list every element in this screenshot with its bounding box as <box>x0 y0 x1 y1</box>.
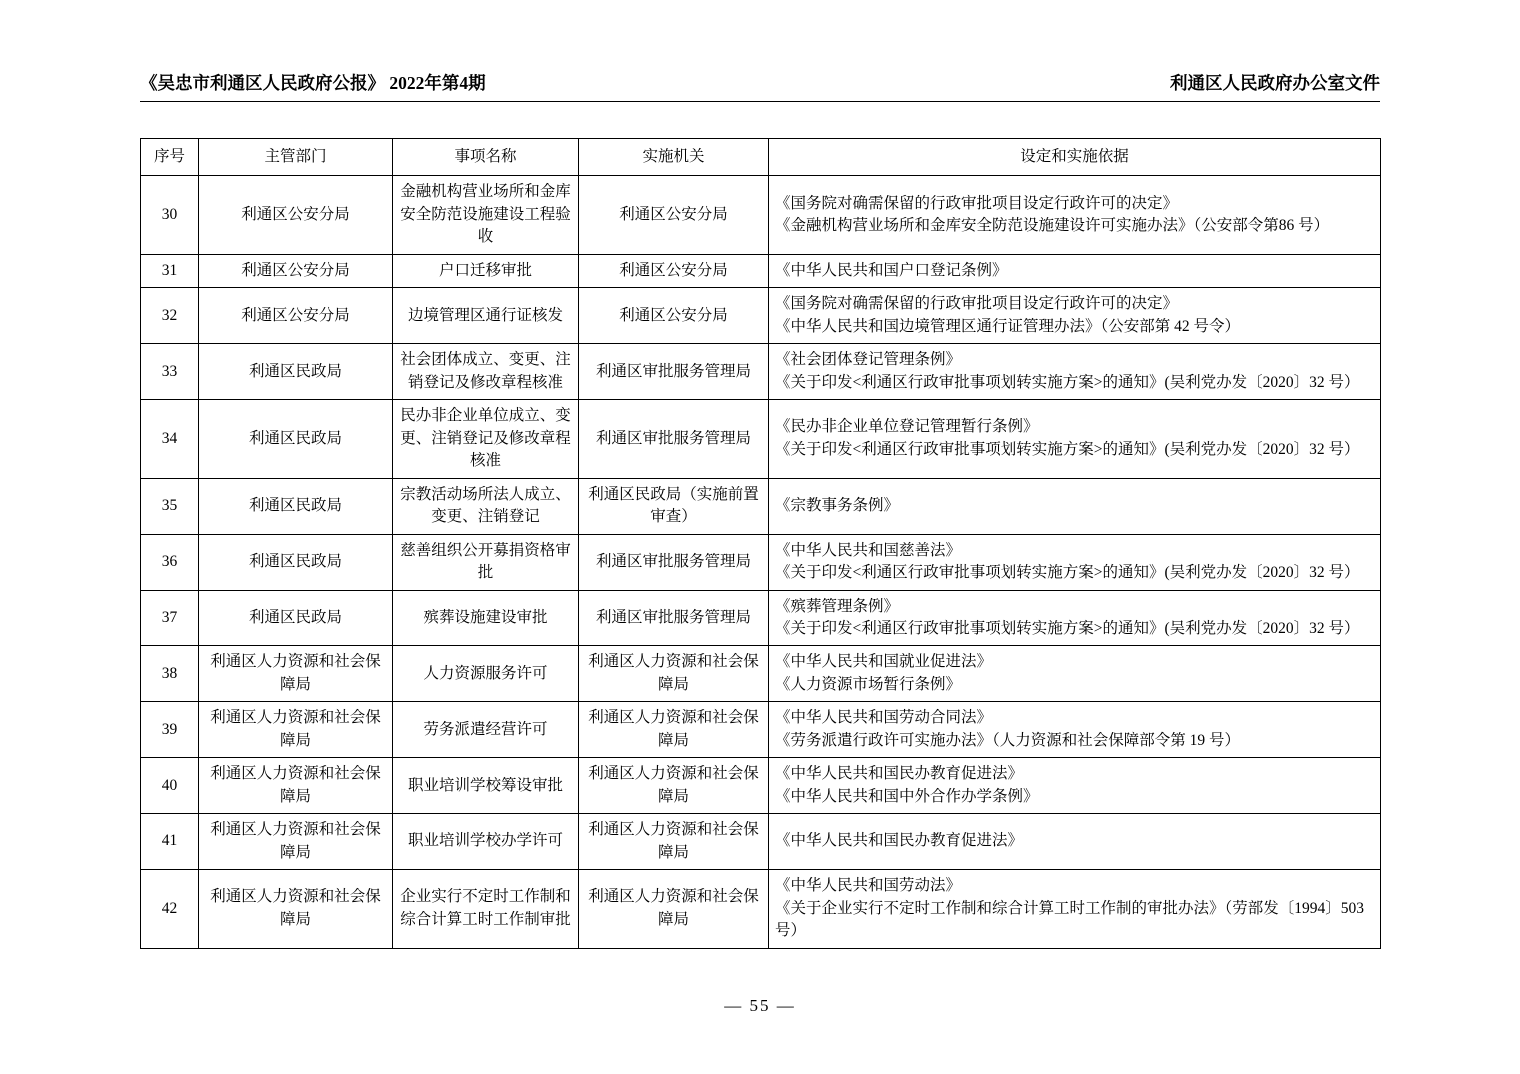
cell-item: 人力资源服务许可 <box>393 646 579 702</box>
cell-item: 金融机构营业场所和金库安全防范设施建设工程验收 <box>393 176 579 254</box>
cell-no: 36 <box>141 534 199 590</box>
cell-no: 39 <box>141 702 199 758</box>
cell-basis <box>769 534 1381 590</box>
cell-no: 40 <box>141 758 199 814</box>
cell-no: 34 <box>141 400 199 478</box>
table-row <box>141 758 1381 814</box>
basis-line: 《中华人民共和国户口登记条例》 <box>775 261 1008 279</box>
header-gazette-title: 《吴忠市利通区人民政府公报》 2022年第4期 <box>140 73 486 93</box>
cell-item: 劳务派遣经营许可 <box>393 702 579 758</box>
cell-basis <box>769 176 1381 254</box>
basis-line: 《金融机构营业场所和金库安全防范设施建设许可实施办法》（公安部令第86 号） <box>775 217 1330 235</box>
cell-dept: 利通区民政局 <box>199 590 393 646</box>
cell-item: 殡葬设施建设审批 <box>393 590 579 646</box>
cell-no: 30 <box>141 176 199 254</box>
cell-no: 37 <box>141 590 199 646</box>
basis-line: 《中华人民共和国边境管理区通行证管理办法》（公安部第 42 号令） <box>775 317 1241 335</box>
cell-org: 利通区人力资源和社会保障局 <box>579 758 769 814</box>
basis-line: 《关于印发<利通区行政审批事项划转实施方案>的通知》(吴利党办发〔2020〕32 号） <box>775 440 1360 458</box>
cell-basis <box>769 400 1381 478</box>
cell-item: 边境管理区通行证核发 <box>393 288 579 344</box>
cell-item: 户口迁移审批 <box>393 254 579 287</box>
column-header-no: 序号 <box>141 139 199 176</box>
cell-no: 38 <box>141 646 199 702</box>
basis-line: 《中华人民共和国劳动合同法》 <box>775 709 993 727</box>
cell-basis <box>769 870 1381 948</box>
cell-no: 33 <box>141 344 199 400</box>
basis-line: 《中华人民共和国慈善法》 <box>775 541 962 559</box>
cell-org: 利通区人力资源和社会保障局 <box>579 646 769 702</box>
cell-org: 利通区公安分局 <box>579 288 769 344</box>
basis-line: 《中华人民共和国就业促进法》 <box>775 653 993 671</box>
table-row <box>141 702 1381 758</box>
basis-line: 《殡葬管理条例》 <box>775 597 900 615</box>
cell-org: 利通区人力资源和社会保障局 <box>579 814 769 870</box>
basis-line: 《劳务派遣行政许可实施办法》（人力资源和社会保障部令第 19 号） <box>775 731 1241 749</box>
basis-line: 《人力资源市场暂行条例》 <box>775 675 962 693</box>
basis-line: 《关于企业实行不定时工作制和综合计算工时工作制的审批办法》（劳部发〔1994〕503 号） <box>775 899 1365 940</box>
basis-line: 《民办非企业单位登记管理暂行条例》 <box>775 418 1039 436</box>
cell-dept: 利通区人力资源和社会保障局 <box>199 870 393 948</box>
table-row <box>141 814 1381 870</box>
table-row <box>141 254 1381 287</box>
cell-basis <box>769 758 1381 814</box>
basis-line: 《关于印发<利通区行政审批事项划转实施方案>的通知》(吴利党办发〔2020〕32 号） <box>775 373 1360 391</box>
table-row <box>141 344 1381 400</box>
cell-dept: 利通区人力资源和社会保障局 <box>199 702 393 758</box>
cell-basis <box>769 344 1381 400</box>
cell-org: 利通区审批服务管理局 <box>579 590 769 646</box>
cell-dept: 利通区人力资源和社会保障局 <box>199 646 393 702</box>
basis-line: 《宗教事务条例》 <box>775 496 900 514</box>
cell-item: 社会团体成立、变更、注销登记及修改章程核准 <box>393 344 579 400</box>
table-row <box>141 534 1381 590</box>
cell-no: 32 <box>141 288 199 344</box>
column-header-org: 实施机关 <box>579 139 769 176</box>
cell-no: 35 <box>141 478 199 534</box>
table-row <box>141 478 1381 534</box>
column-header-basis: 设定和实施依据 <box>769 139 1381 176</box>
table-row <box>141 176 1381 254</box>
header-office-title: 利通区人民政府办公室文件 <box>1170 73 1380 93</box>
table-row <box>141 400 1381 478</box>
cell-org: 利通区民政局（实施前置审查） <box>579 478 769 534</box>
cell-org: 利通区审批服务管理局 <box>579 400 769 478</box>
basis-line: 《中华人民共和国民办教育促进法》 <box>775 832 1024 850</box>
cell-dept: 利通区民政局 <box>199 344 393 400</box>
cell-org: 利通区审批服务管理局 <box>579 534 769 590</box>
cell-item: 职业培训学校办学许可 <box>393 814 579 870</box>
cell-dept: 利通区公安分局 <box>199 288 393 344</box>
table-row <box>141 646 1381 702</box>
basis-line: 《国务院对确需保留的行政审批项目设定行政许可的决定》 <box>775 194 1179 212</box>
cell-basis <box>769 646 1381 702</box>
basis-line: 《中华人民共和国劳动法》 <box>775 877 962 895</box>
basis-line: 《中华人民共和国中外合作办学条例》 <box>775 787 1039 805</box>
cell-basis <box>769 478 1381 534</box>
cell-org: 利通区公安分局 <box>579 254 769 287</box>
administrative-items-table <box>140 138 1381 949</box>
cell-dept: 利通区人力资源和社会保障局 <box>199 814 393 870</box>
cell-item: 慈善组织公开募捐资格审批 <box>393 534 579 590</box>
cell-dept: 利通区民政局 <box>199 534 393 590</box>
cell-item: 企业实行不定时工作制和综合计算工时工作制审批 <box>393 870 579 948</box>
cell-no: 41 <box>141 814 199 870</box>
cell-item: 职业培训学校筹设审批 <box>393 758 579 814</box>
cell-dept: 利通区公安分局 <box>199 254 393 287</box>
page-number: — 55 — <box>724 996 796 1015</box>
basis-line: 《社会团体登记管理条例》 <box>775 351 962 369</box>
cell-basis <box>769 814 1381 870</box>
cell-dept: 利通区公安分局 <box>199 176 393 254</box>
cell-dept: 利通区人力资源和社会保障局 <box>199 758 393 814</box>
cell-org: 利通区公安分局 <box>579 176 769 254</box>
cell-dept: 利通区民政局 <box>199 478 393 534</box>
basis-line: 《中华人民共和国民办教育促进法》 <box>775 765 1024 783</box>
cell-no: 42 <box>141 870 199 948</box>
cell-dept: 利通区民政局 <box>199 400 393 478</box>
table-row <box>141 870 1381 948</box>
column-header-dept: 主管部门 <box>199 139 393 176</box>
cell-org: 利通区审批服务管理局 <box>579 344 769 400</box>
cell-org: 利通区人力资源和社会保障局 <box>579 702 769 758</box>
cell-item: 民办非企业单位成立、变更、注销登记及修改章程核准 <box>393 400 579 478</box>
page-header <box>140 70 1380 102</box>
column-header-item: 事项名称 <box>393 139 579 176</box>
cell-item: 宗教活动场所法人成立、变更、注销登记 <box>393 478 579 534</box>
basis-line: 《国务院对确需保留的行政审批项目设定行政许可的决定》 <box>775 295 1179 313</box>
cell-org: 利通区人力资源和社会保障局 <box>579 870 769 948</box>
basis-line: 《关于印发<利通区行政审批事项划转实施方案>的通知》(吴利党办发〔2020〕32 号） <box>775 564 1360 582</box>
table-row <box>141 590 1381 646</box>
cell-basis <box>769 288 1381 344</box>
table-header-row <box>141 139 1381 176</box>
cell-basis <box>769 590 1381 646</box>
table-row <box>141 288 1381 344</box>
cell-basis <box>769 254 1381 287</box>
basis-line: 《关于印发<利通区行政审批事项划转实施方案>的通知》(吴利党办发〔2020〕32 号） <box>775 619 1360 637</box>
cell-no: 31 <box>141 254 199 287</box>
cell-basis <box>769 702 1381 758</box>
